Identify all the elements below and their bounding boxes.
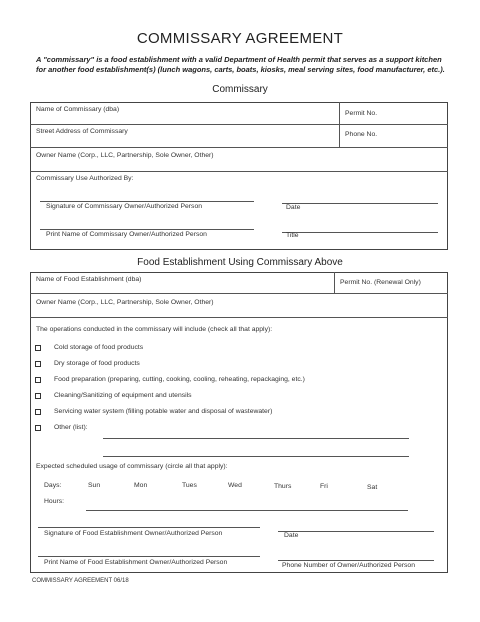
other-list-line-2[interactable] xyxy=(103,456,409,457)
commissary-use-label: Commissary Use Authorized By: xyxy=(36,175,134,182)
establishment-print-name-field[interactable]: Print Name of Food Establishment Owner/Authorized Person xyxy=(44,559,228,566)
commissary-heading: Commissary xyxy=(212,84,268,95)
establishment-name-field[interactable]: Name of Food Establishment (dba) xyxy=(36,276,142,283)
checkbox-water-system[interactable] xyxy=(35,409,41,415)
checkbox-cold-storage[interactable] xyxy=(35,345,41,351)
commissary-name-field[interactable]: Name of Commissary (dba) xyxy=(36,106,120,113)
operation-cold-storage: Cold storage of food products xyxy=(54,344,144,351)
commissary-title-field[interactable]: Title xyxy=(286,232,299,239)
other-list-line-1[interactable] xyxy=(103,438,409,439)
commissary-owner-field[interactable]: Owner Name (Corp., LLC, Partnership, Sole Owner, Other) xyxy=(36,152,214,159)
commissary-permit-field[interactable]: Permit No. xyxy=(345,110,378,117)
establishment-phone-field[interactable]: Phone Number of Owner/Authorized Person xyxy=(282,562,415,569)
commissary-signature-field[interactable]: Signature of Commissary Owner/Authorized Person xyxy=(46,203,203,210)
commissary-date-field[interactable]: Date xyxy=(286,204,301,211)
intro-text: A "commissary" is a food establishment with a valid Department of Health permit that serves as a support kitchen for another food establishment(s) (lunch wagons, carts, boats, kiosks, meal serving sites, food manufacturer, etc.). xyxy=(36,55,445,74)
hours-label: Hours: xyxy=(44,498,65,505)
commissary-address-field[interactable]: Street Address of Commissary xyxy=(36,128,128,135)
day-wed[interactable]: Wed xyxy=(228,482,242,489)
establishment-owner-field[interactable]: Owner Name (Corp., LLC, Partnership, Sole Owner, Other) xyxy=(36,299,214,306)
days-label: Days: xyxy=(44,482,62,489)
day-tues[interactable]: Tues xyxy=(182,482,197,489)
establishment-date-field[interactable]: Date xyxy=(284,532,299,539)
operation-dry-storage: Dry storage of food products xyxy=(54,360,140,367)
footer-form-id: COMMISSARY AGREEMENT 06/18 xyxy=(32,578,129,584)
day-fri[interactable]: Fri xyxy=(320,483,328,490)
commissary-print-name-field[interactable]: Print Name of Commissary Owner/Authorized Person xyxy=(46,231,207,238)
checkbox-other[interactable] xyxy=(35,425,41,431)
checkbox-food-preparation[interactable] xyxy=(35,377,41,383)
operations-label: The operations conducted in the commissary will include (check all that apply): xyxy=(36,326,273,333)
checkbox-dry-storage[interactable] xyxy=(35,361,41,367)
usage-label: Expected scheduled usage of commissary (circle all that apply): xyxy=(36,463,228,470)
establishment-signature-field[interactable]: Signature of Food Establishment Owner/Authorized Person xyxy=(44,530,223,537)
checkbox-cleaning[interactable] xyxy=(35,393,41,399)
commissary-phone-field[interactable]: Phone No. xyxy=(345,131,378,138)
day-sun[interactable]: Sun xyxy=(88,482,101,489)
page-title: COMMISSARY AGREEMENT xyxy=(136,30,344,47)
day-thurs[interactable]: Thurs xyxy=(274,483,292,490)
operation-cleaning: Cleaning/Sanitizing of equipment and utensils xyxy=(54,392,192,399)
establishment-heading: Food Establishment Using Commissary Above xyxy=(137,257,343,268)
operation-other: Other (list): xyxy=(54,424,88,431)
operation-food-preparation: Food preparation (preparing, cutting, cooking, cooling, reheating, repackaging, etc.) xyxy=(54,376,305,383)
operation-water-system: Servicing water system (filling potable water and disposal of wastewater) xyxy=(54,408,273,415)
day-mon[interactable]: Mon xyxy=(134,482,148,489)
establishment-permit-field[interactable]: Permit No. (Renewal Only) xyxy=(340,279,421,286)
day-sat[interactable]: Sat xyxy=(367,484,378,491)
hours-field[interactable] xyxy=(86,510,408,511)
